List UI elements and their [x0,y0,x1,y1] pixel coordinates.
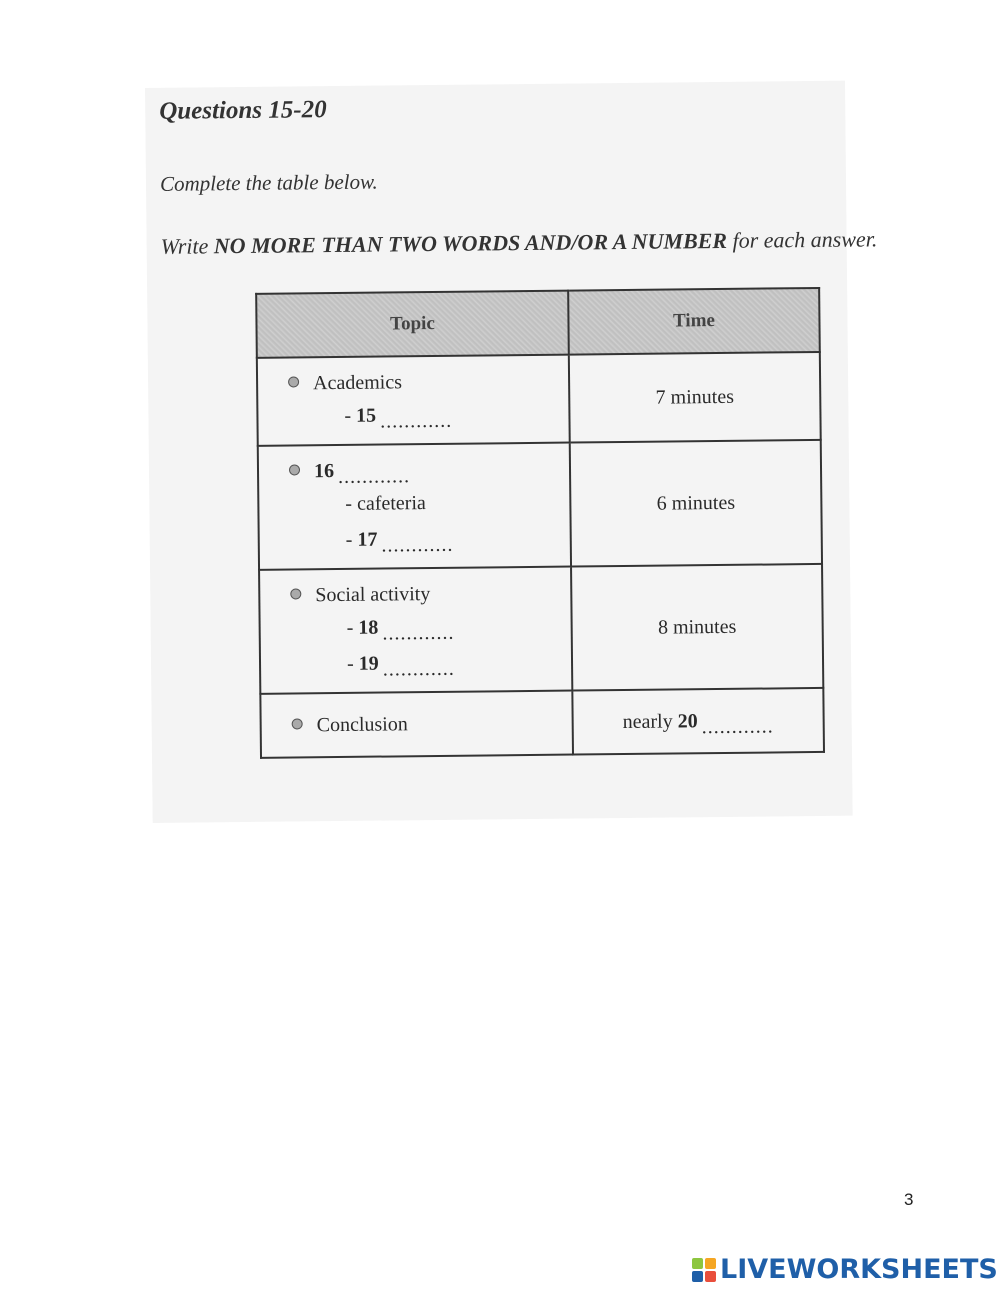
bullet-icon [289,464,300,475]
table-row [257,352,821,446]
time-cell: 8 minutes [571,564,823,691]
topic-cell [259,567,572,694]
scanned-worksheet [145,81,878,823]
topic-cell [258,443,571,570]
topic-cell [260,691,573,758]
answer-blank[interactable]: ............ [337,465,411,488]
sub-item: - 17 ............ [345,528,454,557]
bullet-icon [290,588,301,599]
question-number: 16 [313,460,335,483]
answer-blank[interactable]: ............ [382,657,455,681]
question-number: 20 [677,709,698,732]
question-number: 15 [356,404,377,427]
topic-label: Academics [312,371,403,395]
question-number: 18 [358,616,379,639]
answer-blank[interactable]: ............ [701,714,774,738]
time-cell: 6 minutes [570,440,822,567]
table-row [258,440,822,570]
time-cell: 7 minutes [569,352,821,443]
liveworksheets-logo [692,1254,998,1285]
topic-label: Social activity [315,583,431,607]
sub-item: - 18 ............ [346,616,455,645]
topic-label: Conclusion [316,713,408,737]
answer-blank[interactable]: ............ [380,409,453,433]
logo-text: LIVEWORKSHEETS [720,1254,998,1285]
completion-table [255,287,825,759]
logo-squares-icon [692,1258,716,1282]
table-row [260,688,824,758]
sub-item: - cafeteria [345,492,426,515]
questions-title: Questions 15-20 [159,96,327,125]
header-time: Time [568,288,820,355]
sub-item: - 19 ............ [346,652,455,681]
question-number: 17 [357,528,378,551]
page-number: 3 [904,1190,914,1209]
table-row [259,564,823,694]
answer-blank[interactable]: ............ [381,533,454,557]
instruction-word-limit: Write NO MORE THAN TWO WORDS AND/OR A NUMBER for each answer. [160,226,878,259]
bullet-icon [292,718,303,729]
instruction-complete-table: Complete the table below. [159,169,378,196]
topic-cell [257,355,570,446]
bullet-icon [288,376,299,387]
answer-blank[interactable]: ............ [382,621,455,645]
header-topic: Topic [256,291,569,358]
question-number: 19 [358,652,379,675]
sub-item: - 15 ............ [344,404,453,433]
time-cell: nearly 20 ............ [572,688,824,755]
